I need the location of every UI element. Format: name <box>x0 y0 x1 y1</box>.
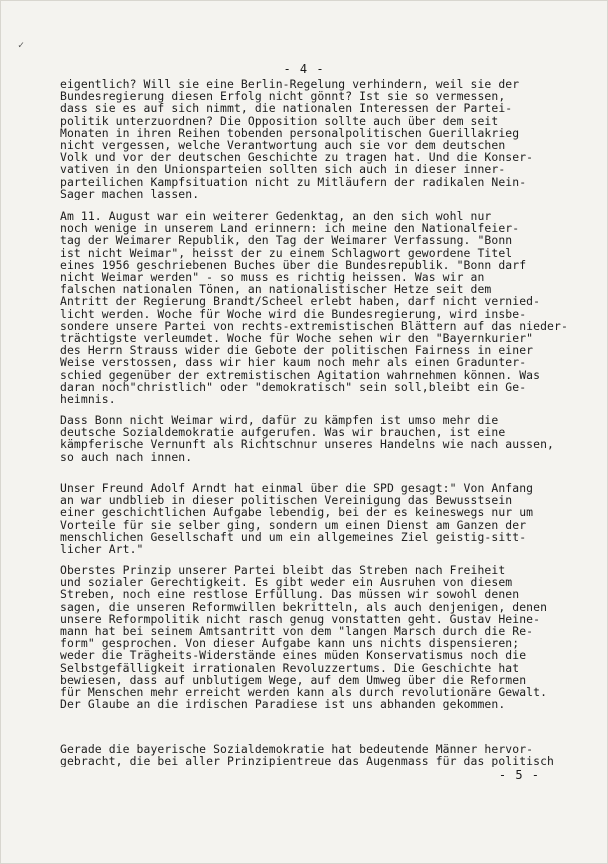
paragraph-4: Unser Freund Adolf Arndt hat einmal über die SPD gesagt:" Von Anfang an war undblieb in dieser politischen Vereinigung das Bewusstsein einer geschichtlichen Aufgabe lebendig, bei der es keineswegs nur um Vorteile für sie selber ging, sondern um einen Dienst am Ganzen der menschlichen Gesellschaft und um ein allgemeines Ziel geistig-sitt- licher Art." <box>60 482 534 556</box>
paragraph-6: Gerade die bayerische Sozialdemokratie hat bedeutende Männer hervor- gebracht, die bei aller Prinzipientreue das Augenmass für das politisch <box>60 743 554 768</box>
paragraph-5: Oberstes Prinzip unserer Partei bleibt das Streben nach Freiheit und sozialer Gerechtigkeit. Es gibt weder ein Ausruhen von diesem Streben, noch eine restlose Erfüllung. Das müssen wir sowohl denen sagen, die unseren Reformwillen bekritteln, als auch denjenigen, denen unsere Reformpolitik nicht rasch genug vonstatten geht. Gustav Heine- mann hat bei seinem Amtsantritt von dem "langen Marsch durch die Re- form" gesprochen. Von dieser Aufgabe kann uns nichts dispensieren; weder die Trägheits-Widerstände eines müden Konservatismus noch die Selbstgefälligkeit irrationalen Revoluzzertums. Die Geschichte hat bewiesen, dass auf unblutigem Wege, auf dem Umweg über die Reformen für Menschen mehr erreicht werden kann als durch revolutionäre Gewalt. Der Glaube an die irdischen Paradiese ist uns abhanden gekommen. <box>60 564 548 711</box>
paragraph-3: Dass Bonn nicht Weimar wird, dafür zu kämpfen ist umso mehr die deutsche Sozialdemokratie aufgerufen. Was wir brauchen, ist eine kämpferische Vernunft als Richtschnur unseres Handelns wie nach aussen, so auch nach innen. <box>60 414 554 463</box>
paragraph-2: Am 11. August war ein weiterer Gedenktag, an den sich wohl nur noch wenige in unserem Land erinnern: ich meine den Nationalfeier- tag der Weimarer Republik, den Tag der Weimarer Verfassung. "Bonn ist nicht Weimar", heisst der zu einem Schlagwort gewordene Titel eines 1956 geschriebenen Buches über die Bundesrepublik. "Bonn darf nicht Weimar werden" - so muss es richtig heissen. Was wir an falschen nationalen Tönen, an nationalistischer Hetze seit dem Antritt der Regierung Brandt/Scheel erlebt haben, darf nicht vernied- licht werden. Woche für Woche wird die Bundesregierung, wird insbe- sondere unsere Partei von rechts-extremistischen Blättern auf das nieder- trächtigste verleumdet. Woche für Woche sehen wir den "Bayernkurier" des Herrn Strauss wider die Gebote der politischen Fairness in einer Weise verstossen, dass wir hier kaum noch mehr als einen Gradunter- schied gegenüber der extremistischen Agitation wahrnehmen können. Was daran noch"christlich" oder "demokratisch" sein soll,bleibt ein Ge- heimnis. <box>60 210 568 406</box>
paragraph-1: eigentlich? Will sie eine Berlin-Regelung verhindern, weil sie der Bundesregierung diesen Erfolg nicht gönnt? Ist sie so vermessen, dass sie es auf sich nimmt, die nationalen Interessen der Partei- politik unterzuordnen? Die Opposition sollte auch über dem seit Monaten in ihren Reihen tobenden personalpolitischen Guerillakrieg nicht vergessen, welche Verantwortung auch sie vor dem deutschen Volk und vor der deutschen Geschichte zu tragen hat. Und die Konser- vativen in den Unionsparteien sollten sich auch in dieser inner- parteilichen Kampfsituation nicht zu Mitläufern der radikalen Nein- Sager machen lassen. <box>60 78 534 201</box>
margin-mark: ✓ <box>18 40 25 51</box>
page-number: - 4 - <box>283 62 325 76</box>
next-page-marker: - 5 - <box>498 768 540 782</box>
